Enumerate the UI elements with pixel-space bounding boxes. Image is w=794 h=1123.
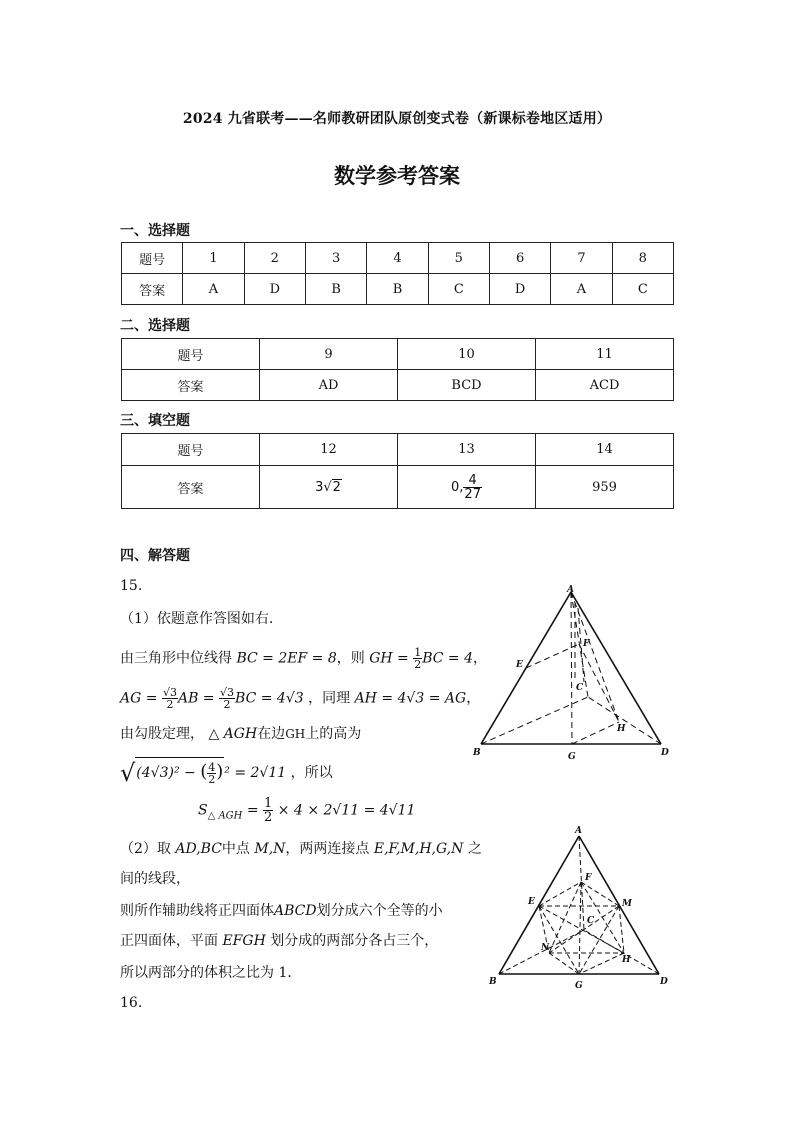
table-cell: C — [612, 274, 673, 305]
vertex-label: C — [587, 916, 595, 926]
table-cell: 9 — [260, 339, 398, 370]
text-span: ，所以 — [290, 765, 333, 781]
row-label-answer: 答案 — [122, 466, 260, 509]
solution-line-2 — [120, 647, 487, 670]
text-span: ，则 — [336, 650, 365, 667]
radicand-expression: (4√3)² − — [136, 765, 196, 781]
equation: BC = 2EF = 8 — [236, 650, 337, 667]
text-span: 之 — [467, 841, 482, 857]
solution-line-4 — [120, 723, 361, 743]
section2-heading: 二、选择题 — [120, 318, 190, 334]
question-15-label: 15. — [120, 578, 143, 594]
vertex-label: A — [567, 585, 574, 595]
row-label-number: 题号 — [122, 339, 260, 370]
answer-14-cell: 959 — [536, 466, 674, 509]
fraction-denominator: 2 — [219, 698, 235, 710]
plane-label: EFGH — [222, 933, 266, 949]
table-cell: 14 — [536, 434, 674, 466]
vertex-label: C — [576, 683, 584, 693]
fraction-numerator: 4 — [208, 760, 216, 774]
vertex-label: F — [583, 639, 590, 649]
table-cell: 3 — [305, 243, 366, 274]
fraction-numerator: 1 — [264, 796, 273, 811]
vertex-label: A — [575, 826, 582, 836]
solid-label: ABCD — [274, 903, 317, 919]
text-span: 由三角形中位线得 — [120, 650, 232, 667]
text-span: = — [246, 802, 259, 819]
vertex-label: M — [622, 899, 632, 909]
fraction-numerator: √3 — [162, 686, 177, 699]
vertex-label: G — [568, 752, 576, 762]
vertex-label: D — [661, 748, 669, 758]
equation: AB = — [177, 690, 215, 707]
row-label-number: 题号 — [122, 434, 260, 466]
answer-13-cell — [398, 466, 536, 509]
equation: AG = — [120, 690, 158, 707]
answer-12-radicand: 2 — [332, 479, 341, 495]
table-cell: 6 — [489, 243, 550, 274]
triangle-label: △ AGH — [208, 726, 258, 742]
points-label: AD,BC — [175, 841, 222, 857]
vertex-label: H — [617, 724, 626, 734]
table-cell: 8 — [612, 243, 673, 274]
fraction-denominator: 2 — [162, 698, 178, 710]
equation: AH = 4√3 = AG — [354, 690, 467, 707]
answer-13-prefix: 0, — [451, 479, 464, 495]
equation: GH = — [369, 650, 409, 667]
text-span: 则所作辅助线将正四面体 — [120, 903, 274, 919]
table-cell: 2 — [244, 243, 305, 274]
text-span: ，两两连接点 — [285, 841, 370, 857]
solution-line-3 — [120, 687, 480, 710]
table-cell: D — [244, 274, 305, 305]
exam-header-title: 2024 九省联考——名师教研团队原创变式卷（新课标卷地区适用） — [182, 111, 612, 127]
vertex-label: F — [585, 873, 592, 883]
table-cell: AD — [260, 370, 398, 401]
table-cell: A — [183, 274, 244, 305]
answer-12-coefficient: 3 — [315, 479, 324, 495]
text-span: 在边 — [257, 726, 286, 742]
section1-answer-table — [121, 242, 674, 305]
table-cell: B — [367, 274, 428, 305]
vertex-label: N — [541, 943, 550, 953]
solution-line-9 — [120, 900, 443, 920]
vertex-label: G — [575, 981, 583, 990]
vertex-label: H — [622, 955, 631, 965]
solution-line-5: √(4√3)² − ( $\frac{4}{2}$ )² = 2√11 ，所以 — [120, 759, 333, 787]
text-span: ， — [466, 690, 481, 707]
vertex-label: D — [660, 977, 668, 987]
text-span: ，同理 — [308, 690, 351, 707]
table-cell: C — [428, 274, 489, 305]
area-subscript: △ AGH — [207, 810, 243, 822]
solution-line-8: 间的线段， — [120, 871, 190, 887]
table-cell: D — [489, 274, 550, 305]
equation: × 4 × 2√11 = 4√11 — [277, 802, 416, 819]
table-cell: 7 — [551, 243, 612, 274]
table-row — [122, 434, 674, 466]
answer-12-cell: 3√2 — [260, 466, 398, 509]
text-span: 正四面体，平面 — [120, 933, 218, 949]
fraction-denominator: 2 — [264, 810, 273, 825]
area-symbol: S — [198, 802, 208, 819]
section3-answer-table — [121, 433, 674, 509]
equation: BC = 4√3 — [235, 690, 304, 707]
table-row — [122, 339, 674, 370]
table-cell: ACD — [536, 370, 674, 401]
table-cell: BCD — [398, 370, 536, 401]
table-cell: A — [551, 274, 612, 305]
equation: BC = 4 — [422, 650, 474, 667]
figure2-solid-edges — [499, 836, 659, 974]
table-row — [122, 370, 674, 401]
table-cell: 4 — [367, 243, 428, 274]
text-span: （2）取 — [120, 841, 171, 857]
text-span: 中点 — [221, 841, 250, 857]
vertex-label: B — [489, 977, 497, 987]
text-span: 划分成的两部分各占三个， — [270, 933, 439, 949]
tetrahedron-figure-1 — [466, 582, 681, 767]
answer-13-numerator: 4 — [468, 472, 477, 488]
solution-line-10 — [120, 930, 438, 950]
table-cell: 1 — [183, 243, 244, 274]
section1-heading: 一、选择题 — [120, 223, 190, 239]
section2-answer-table — [121, 338, 674, 401]
segment-label: GH — [285, 727, 306, 741]
fraction-denominator: 2 — [414, 658, 422, 671]
table-cell: 10 — [398, 339, 536, 370]
text-span: 上的高为 — [305, 726, 362, 742]
row-label-number: 题号 — [122, 243, 183, 274]
text-span: 划分成六个全等的小 — [316, 903, 443, 919]
vertex-label: B — [473, 748, 481, 758]
section4-heading: 四、解答题 — [120, 548, 190, 564]
tetrahedron-figure-2 — [484, 822, 679, 990]
answer-13-denominator: 27 — [464, 486, 481, 502]
text-span: ， — [473, 650, 488, 667]
figure1-hidden-edges — [481, 592, 661, 744]
table-cell: 11 — [536, 339, 674, 370]
table-row — [122, 243, 674, 274]
vertex-label: E — [516, 660, 523, 670]
fraction-numerator: 1 — [414, 646, 422, 659]
table-row — [122, 274, 674, 305]
fraction-denominator: 2 — [208, 772, 216, 786]
table-row — [122, 466, 674, 509]
text-span: 由勾股定理， — [120, 726, 204, 742]
page-title: 数学参考答案 — [334, 163, 460, 188]
points-label: M,N — [254, 841, 286, 857]
solution-line-1: （1）依题意作答图如右. — [120, 611, 274, 627]
equation: ² = 2√11 — [224, 765, 287, 781]
solution-line-11: 所以两部分的体积之比为 1． — [120, 965, 302, 981]
table-cell: 5 — [428, 243, 489, 274]
solution-line-7 — [120, 838, 482, 858]
row-label-answer: 答案 — [122, 370, 260, 401]
fraction-numerator: √3 — [220, 686, 235, 699]
table-cell: 12 — [260, 434, 398, 466]
vertex-label: E — [528, 897, 535, 907]
solution-line-6 — [198, 797, 415, 824]
table-cell: B — [305, 274, 366, 305]
row-label-answer: 答案 — [122, 274, 183, 305]
question-16-label: 16. — [120, 995, 143, 1011]
figure2-hidden-edges — [499, 836, 659, 974]
points-label: E,F,M,H,G,N — [373, 841, 464, 857]
table-cell: 13 — [398, 434, 536, 466]
section3-heading: 三、填空题 — [120, 413, 190, 429]
